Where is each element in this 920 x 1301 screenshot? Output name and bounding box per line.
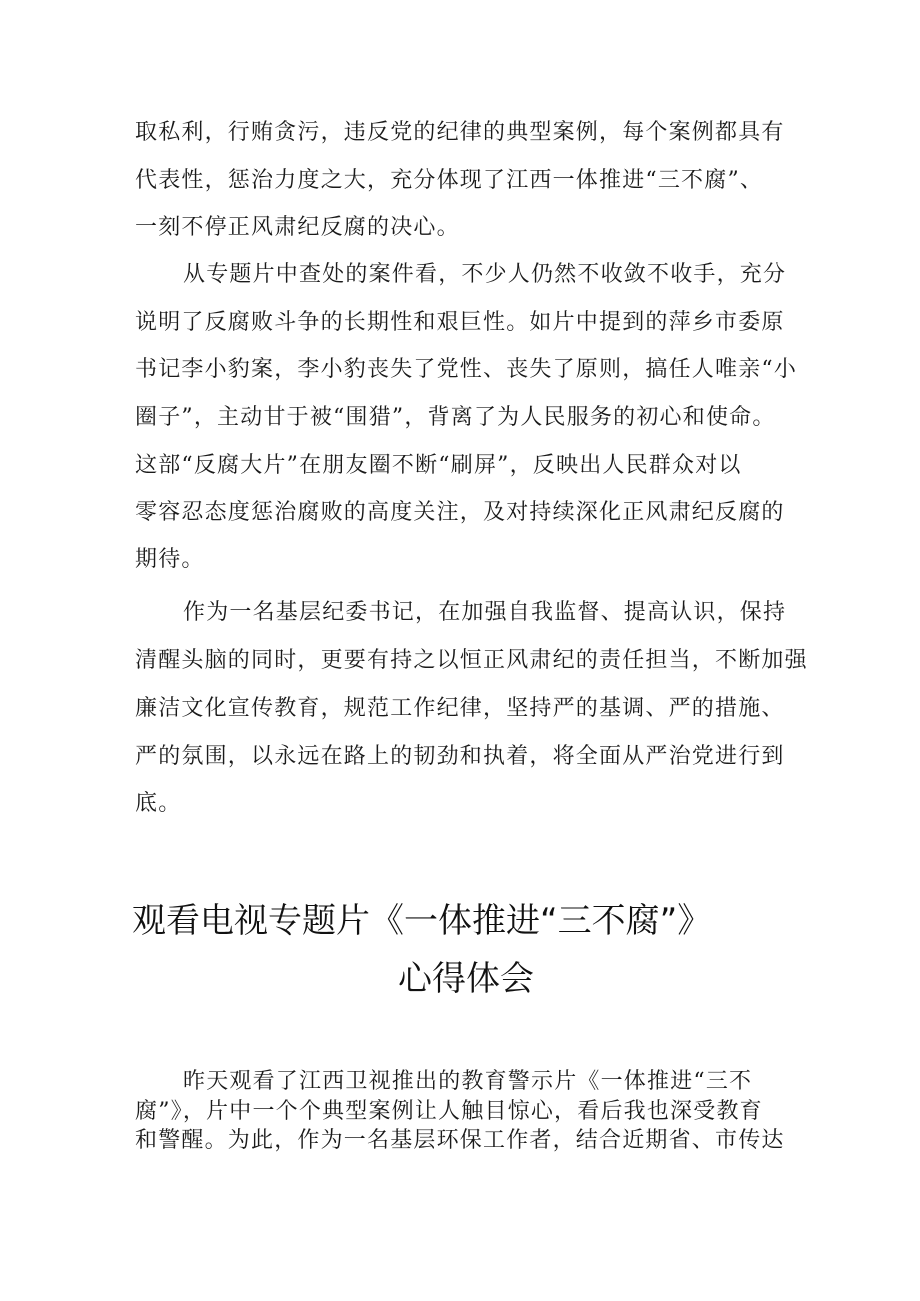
paragraph-line: 和警醒。为此，作为一名基层环保工作者，结合近期省、市传达 <box>135 1128 785 1153</box>
paragraph-line: 昨天观看了江西卫视推出的教育警示片《一体推进“三不 <box>183 1069 753 1094</box>
paragraph-line: 严的氛围，以永远在路上的韧劲和执着，将全面从严治党进行到 <box>135 744 785 769</box>
paragraph-line: 说明了反腐败斗争的长期性和艰巨性。如片中提到的萍乡市委原 <box>135 310 785 335</box>
paragraph-line: 取私利，行贿贪污，违反党的纪律的典型案例，每个案例都具有 <box>135 120 785 145</box>
paragraph-line: 清醒头脑的同时，更要有持之以恒正风肃纪的责任担当，不断加强 <box>135 648 808 673</box>
paragraph-line: 代表性，惩治力度之大，充分体现了江西一体推进“三不腐”、 <box>135 168 764 193</box>
paragraph-line: 底。 <box>135 791 182 816</box>
paragraph-line: 腐”》，片中一个个典型案例让人触目惊心，看后我也深受教育 <box>135 1099 763 1124</box>
paragraph-line: 从专题片中查处的案件看，不少人仍然不收敛不收手，充分 <box>183 262 787 287</box>
title-line-1: 观看电视专题片《一体推进“三不腐”》 <box>132 901 712 941</box>
paragraph-line: 作为一名基层纪委书记，在加强自我监督、提高认识，保持 <box>183 600 787 625</box>
paragraph-line: 一刻不停正风肃纪反腐的决心。 <box>135 215 460 240</box>
paragraph-line: 圈子”，主动甘于被“围猎”，背离了为人民服务的初心和使命。 <box>135 405 776 430</box>
title-line-2: 心得体会 <box>398 959 534 999</box>
paragraph-line: 期待。 <box>135 547 205 572</box>
paragraph-line: 零容忍态度惩治腐败的高度关注，及对持续深化正风肃纪反腐的 <box>135 500 785 525</box>
paragraph-line: 这部“反腐大片”在朋友圈不断“刷屏”，反映出人民群众对以 <box>135 453 742 478</box>
paragraph-line: 廉洁文化宣传教育，规范工作纪律，坚持严的基调、严的措施、 <box>135 696 785 721</box>
paragraph-line: 书记李小豹案，李小豹丧失了党性、丧失了原则，搞任人唯亲“小 <box>135 357 798 382</box>
